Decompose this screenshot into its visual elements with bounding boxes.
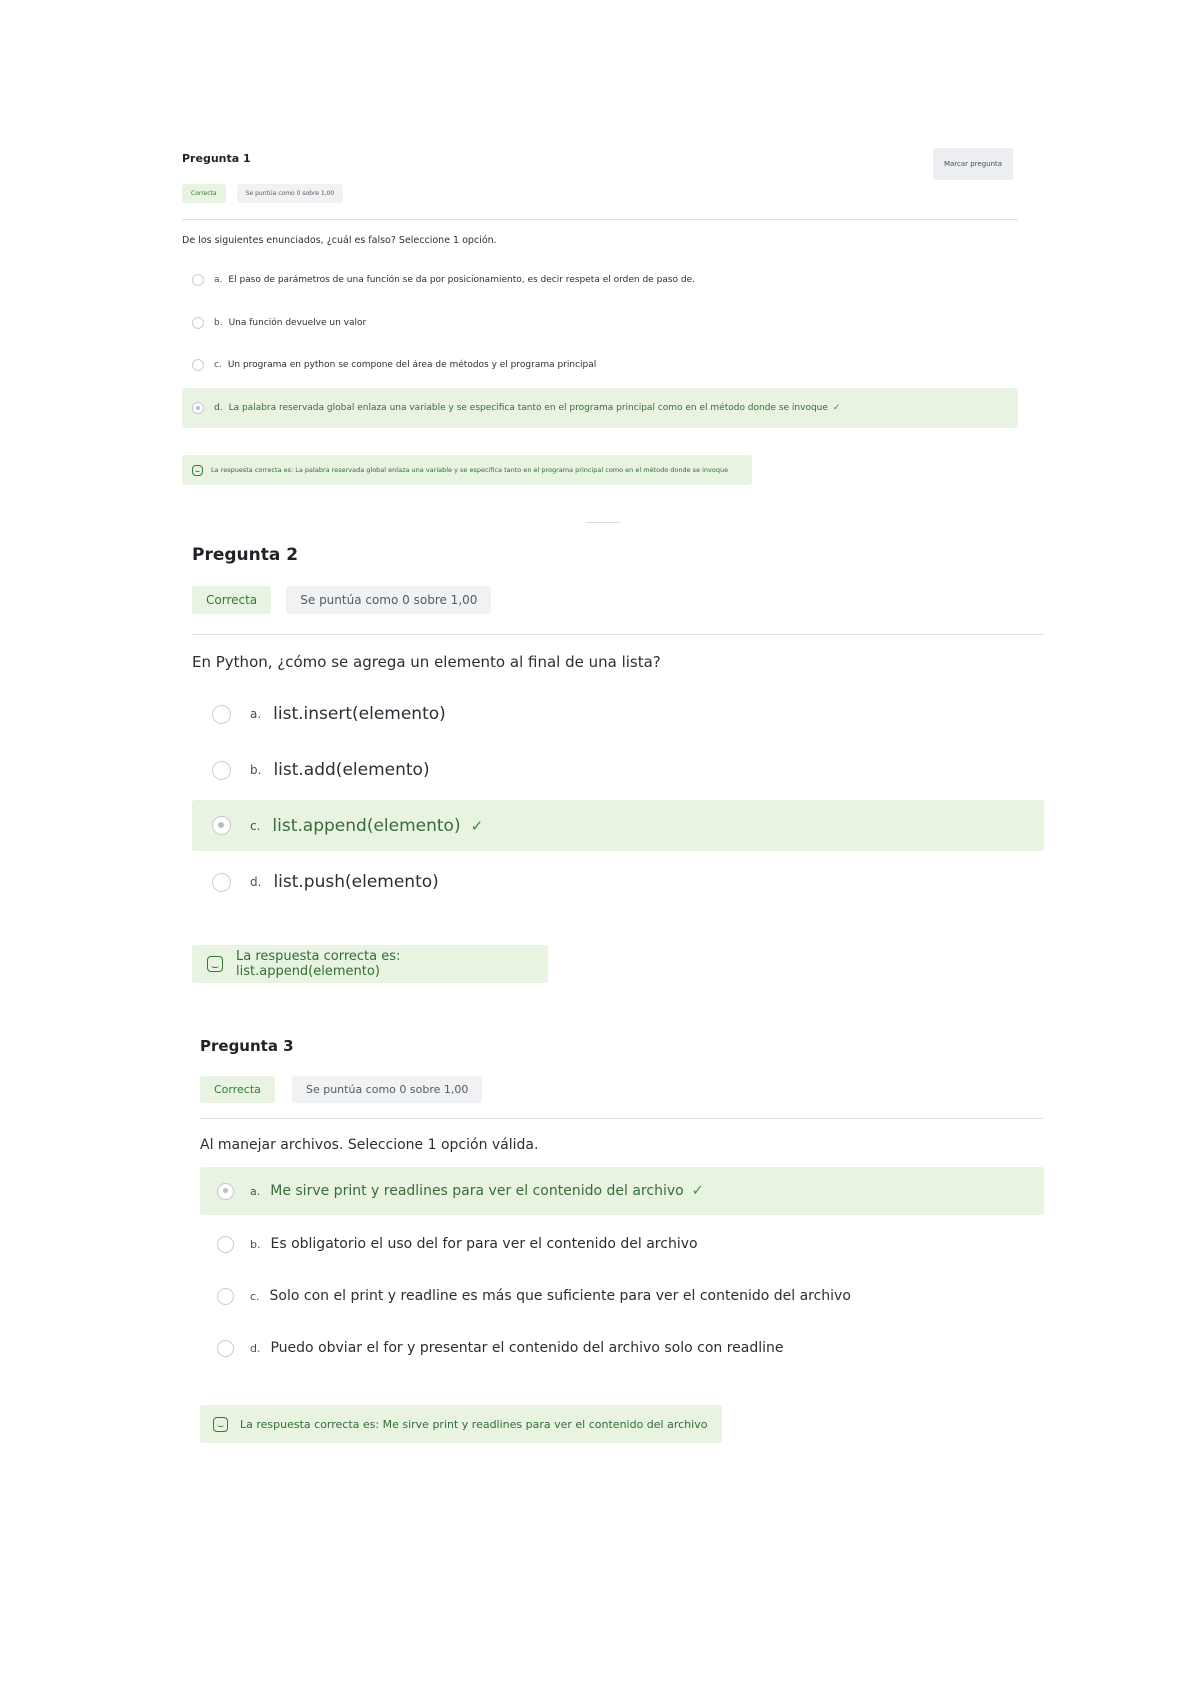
option-text: La palabra reservada global enlaza una variable y se especifica tanto en el programa principal como en el método donde se invoque [228,403,828,413]
score-badge: Se puntúa como 0 sobre 1,00 [286,586,491,614]
option-letter: a. [250,1184,261,1198]
option-text: Solo con el print y readline es más que suficiente para ver el contenido del archivo [269,1288,851,1304]
option-letter: b. [250,1237,261,1251]
radio-button[interactable] [212,761,231,780]
option-text: El paso de parámetros de una función se da por posicionamiento, es decir respeta el orden de paso de. [228,275,695,285]
status-badge: Correcta [182,184,226,203]
radio-button[interactable] [212,705,231,724]
radio-button[interactable] [217,1340,234,1357]
option-letter: b. [214,318,223,328]
divider [182,219,1018,220]
option-c[interactable] [200,1280,1044,1312]
divider [192,634,1044,635]
option-text: Es obligatorio el uso del for para ver el contenido del archivo [270,1236,698,1252]
option-letter: a. [250,707,262,721]
option-letter: b. [250,763,262,777]
question-prompt: En Python, ¿cómo se agrega un elemento al final de una lista? [192,653,661,671]
option-text: Una función devuelve un valor [228,318,367,328]
section-separator [586,522,620,523]
radio-button-selected[interactable] [217,1183,234,1200]
option-text: Puedo obviar el for y presentar el contenido del archivo solo con readline [270,1340,784,1356]
question-badges [192,586,491,614]
smile-icon [213,1417,228,1432]
radio-button[interactable] [192,359,204,371]
option-text: list.push(elemento) [273,872,439,892]
radio-button-selected[interactable] [212,816,231,835]
radio-button-selected[interactable] [192,402,204,414]
option-b[interactable] [182,314,1018,332]
option-letter: c. [250,818,261,833]
question-badges [182,183,343,203]
divider [200,1118,1044,1119]
radio-button[interactable] [217,1236,234,1253]
question-prompt: De los siguientes enunciados, ¿cuál es falso? Seleccione 1 opción. [182,235,497,246]
question-title: Pregunta 1 [182,152,251,165]
feedback-text: La respuesta correcta es: list.append(elemento) [236,949,401,979]
radio-button[interactable] [192,317,204,329]
feedback-text: La respuesta correcta es: Me sirve print y readlines para ver el contenido del archivo [240,1417,708,1431]
option-letter: c. [214,360,222,370]
option-b[interactable] [192,753,1044,787]
option-text: list.add(elemento) [273,760,430,780]
radio-button[interactable] [212,873,231,892]
radio-button[interactable] [192,274,204,286]
status-badge: Correcta [192,586,271,614]
option-d[interactable] [192,865,1044,899]
flag-question-button[interactable]: Marcar pregunta [933,148,1013,180]
radio-button[interactable] [217,1288,234,1305]
smile-icon [192,465,203,476]
option-letter: d. [214,403,223,413]
check-icon: ✓ [691,1183,704,1199]
option-a[interactable] [192,697,1044,731]
question-prompt: Al manejar archivos. Seleccione 1 opción válida. [200,1137,539,1153]
option-a[interactable] [200,1167,1044,1215]
check-icon: ✓ [470,816,484,835]
option-text: list.append(elemento) [272,815,461,836]
option-d[interactable] [182,388,1018,428]
score-badge: Se puntúa como 0 sobre 1,00 [292,1076,482,1103]
option-d[interactable] [200,1332,1044,1364]
question-title: Pregunta 3 [200,1037,294,1055]
feedback-box [200,1405,722,1443]
option-c[interactable] [192,800,1044,851]
option-b[interactable] [200,1228,1044,1260]
option-text: list.insert(elemento) [273,704,446,724]
feedback-text: La respuesta correcta es: La palabra reservada global enlaza una variable y se especifica tanto en el programa principal como en el método donde se invoque [211,466,729,474]
option-a[interactable] [182,271,1018,289]
option-letter: c. [250,1289,260,1303]
option-text: Un programa en python se compone del área de métodos y el programa principal [227,360,597,370]
option-text: Me sirve print y readlines para ver el contenido del archivo [270,1183,684,1199]
feedback-box [182,455,752,485]
option-letter: d. [250,1341,261,1355]
option-letter: d. [250,875,262,889]
question-title: Pregunta 2 [192,545,299,565]
option-c[interactable] [182,356,1018,374]
option-letter: a. [214,275,223,285]
question-badges [200,1076,482,1103]
feedback-box [192,945,548,983]
score-badge: Se puntúa como 0 sobre 1,00 [237,184,344,203]
smile-icon [207,956,223,972]
check-icon: ✓ [832,403,841,413]
status-badge: Correcta [200,1076,275,1103]
